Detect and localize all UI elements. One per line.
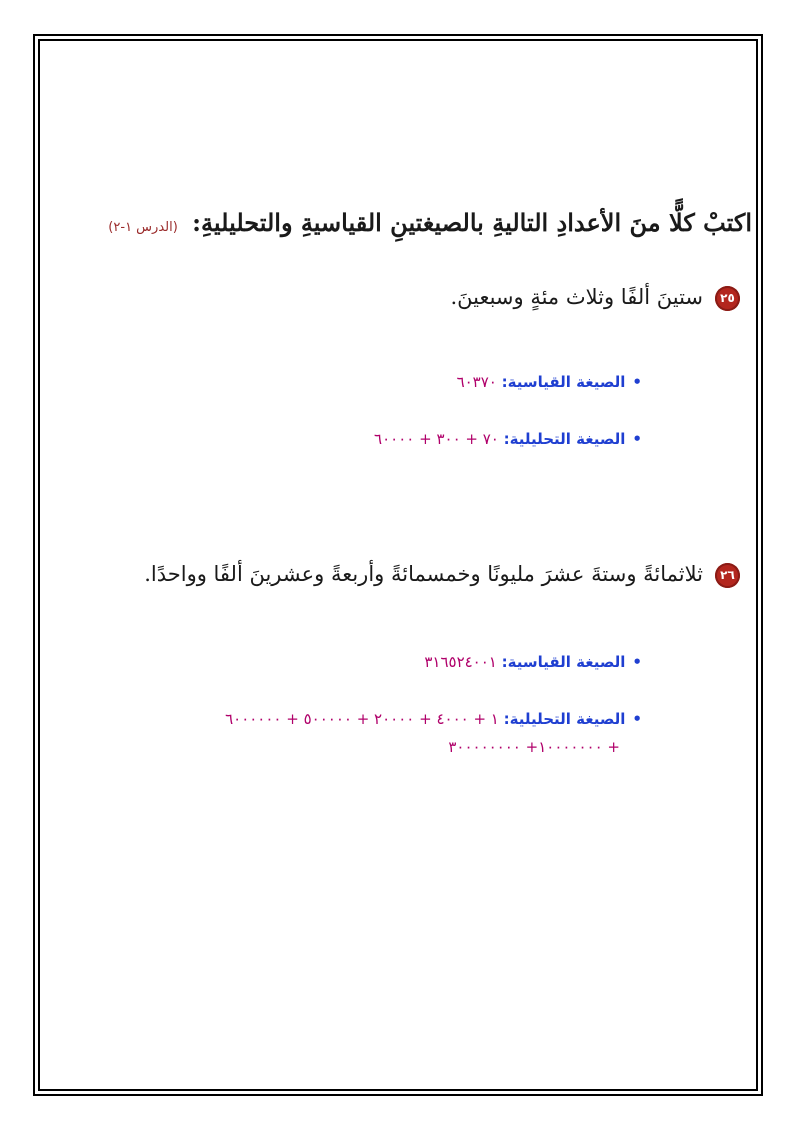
standard-form-value: ٦٠٣٧٠ [456, 373, 497, 391]
expanded-form-value: ٧٠ + ٣٠٠ + ٦٠٠٠٠ [374, 430, 499, 448]
expanded-form-value-line2: + ١٠٠٠٠٠٠٠+ ٣٠٠٠٠٠٠٠٠ [448, 738, 620, 756]
exercise-heading [108, 203, 752, 248]
bullet-icon: • [632, 430, 642, 448]
expanded-form-answer [225, 707, 642, 731]
bullet-icon: • [632, 653, 642, 671]
problem-26 [144, 557, 740, 591]
expanded-form-value-line1: ١ + ٤٠٠٠ + ٢٠٠٠٠ + ٥٠٠٠٠٠ + ٦٠٠٠٠٠٠ [225, 710, 499, 728]
problem-text: ستينَ ألفًا وثلاث مئةٍ وسبعينَ. [450, 285, 703, 309]
problem-number-badge: ٢٦ [715, 563, 740, 588]
expanded-form-answer [374, 427, 642, 451]
lesson-reference: (الدرس ١-٢) [108, 220, 178, 235]
standard-form-label: الصيغة القياسية: [501, 373, 626, 391]
expanded-form-continuation [448, 735, 620, 759]
bullet-icon: • [632, 373, 642, 391]
problem-25 [450, 280, 740, 314]
bullet-icon: • [632, 710, 642, 728]
standard-form-answer [424, 650, 642, 674]
expanded-form-label: الصيغة التحليلية: [503, 430, 626, 448]
standard-form-answer [457, 370, 642, 394]
expanded-form-label: الصيغة التحليلية: [503, 710, 626, 728]
problem-text: ثلاثمائةً وستةَ عشرَ مليونًا وخمسمائةً وأربعةً وعشرينَ ألفًا وواحدًا. [144, 562, 703, 586]
problem-number-badge: ٢٥ [715, 286, 740, 311]
standard-form-label: الصيغة القياسية: [501, 653, 626, 671]
heading-text: اكتبْ كلًّا منَ الأعدادِ التاليةِ بالصيغتينِ القياسيةِ والتحليليةِ: [192, 208, 752, 237]
standard-form-value: ٣١٦٥٢٤٠٠١ [424, 653, 497, 671]
